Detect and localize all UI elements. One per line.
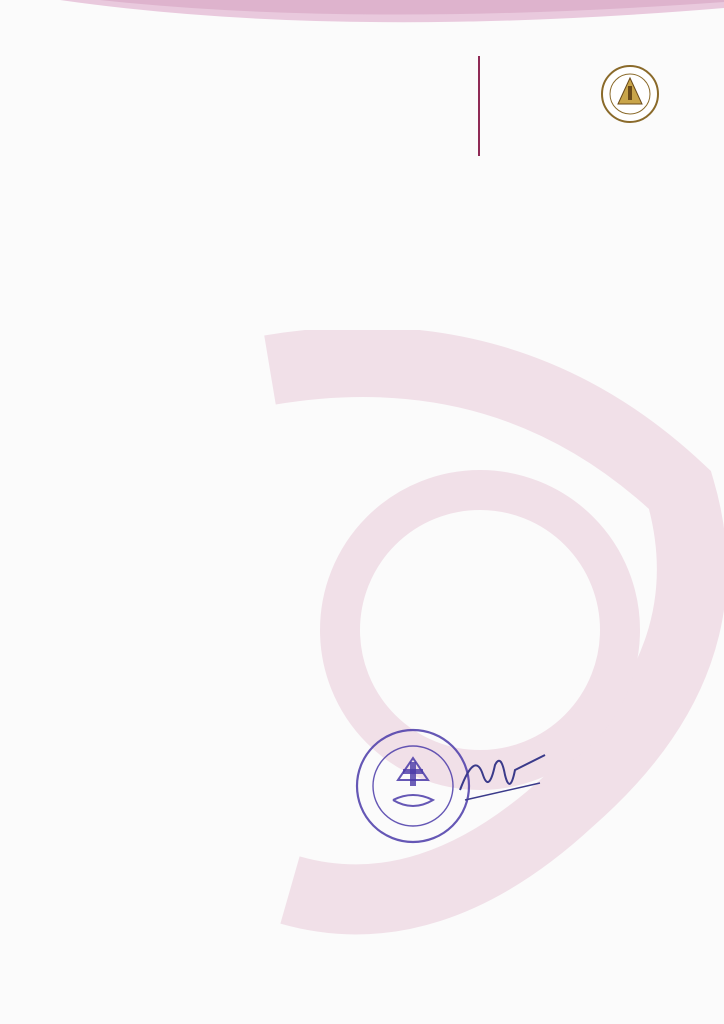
background-watermark (210, 330, 724, 950)
header-divider (478, 56, 480, 156)
header-decoration (0, 0, 724, 70)
university-seal-icon (600, 64, 660, 124)
handwritten-signature (455, 745, 550, 805)
